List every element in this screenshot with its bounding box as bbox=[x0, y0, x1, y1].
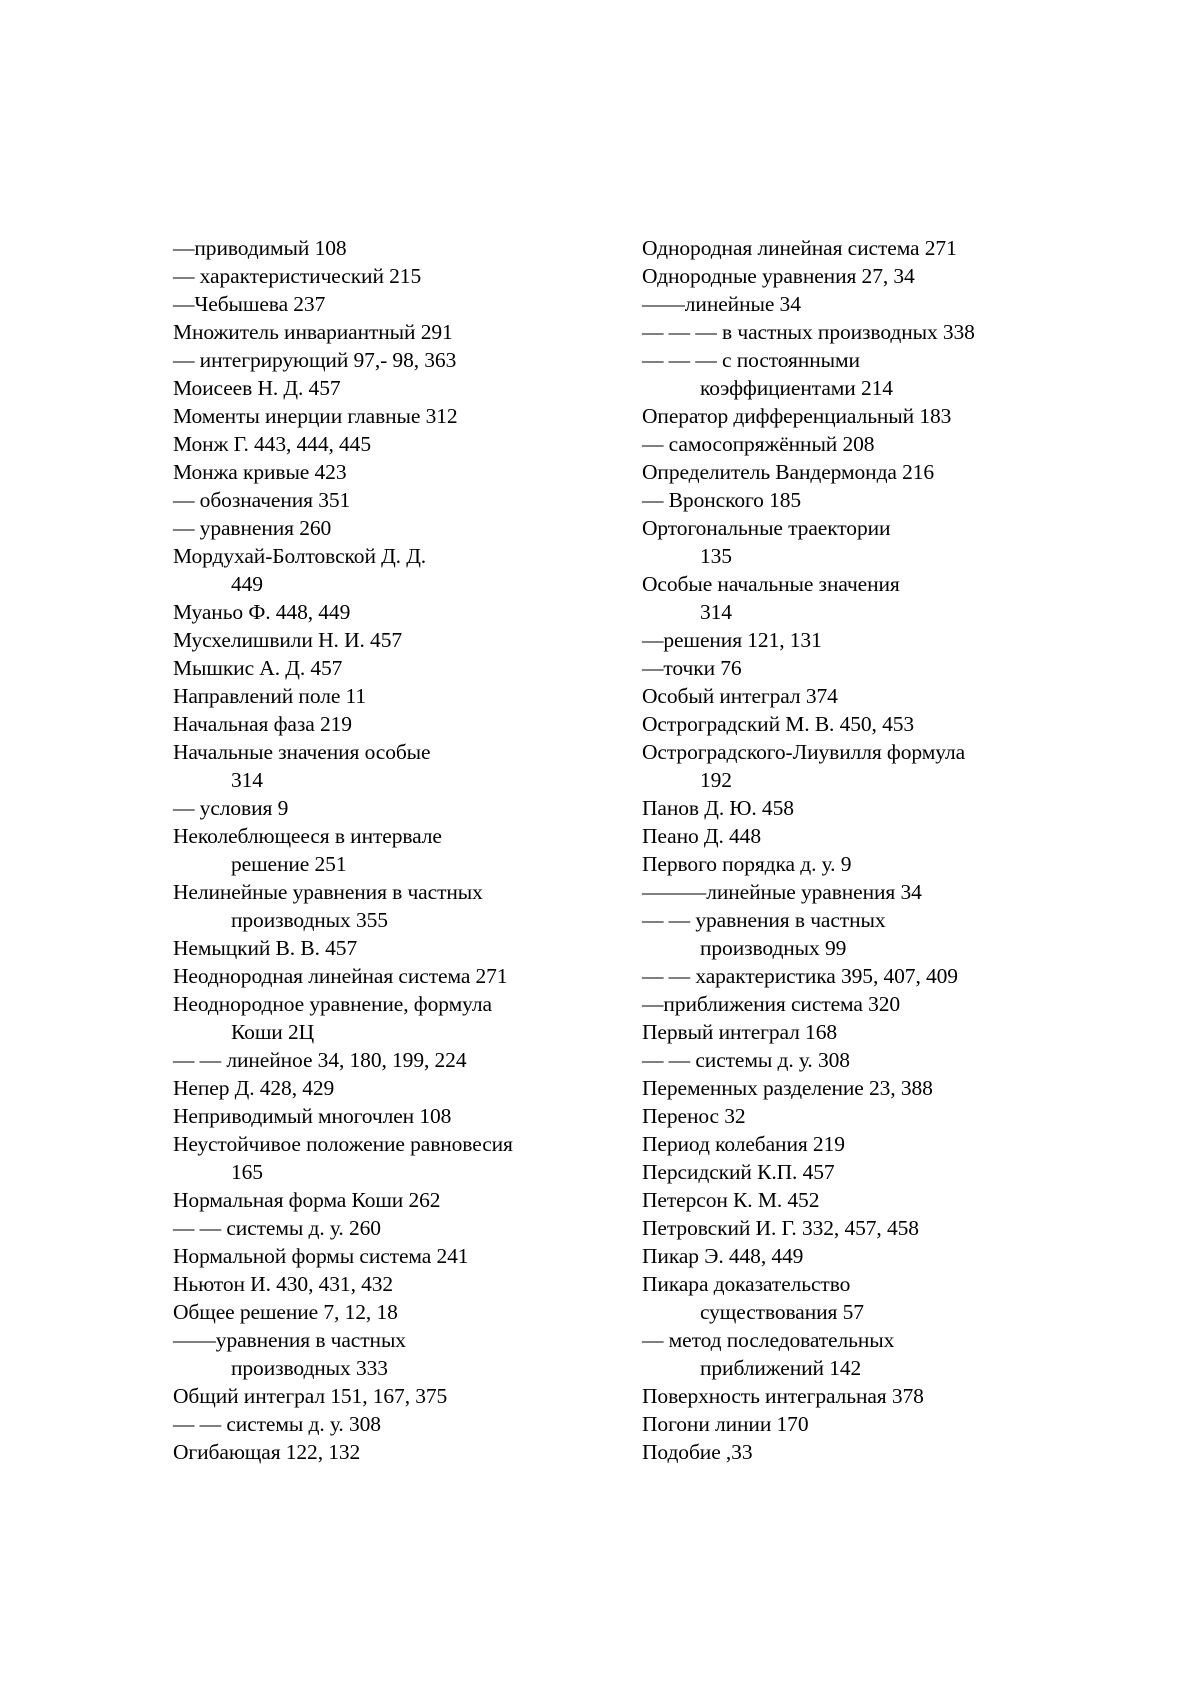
index-entry: —Чебышева 237 bbox=[173, 292, 326, 316]
index-entry-continuation: 165 bbox=[231, 1160, 263, 1184]
index-entry: Ортогональные траектории bbox=[642, 516, 891, 540]
index-entry: —приближения система 320 bbox=[642, 992, 901, 1016]
index-entry: Нелинейные уравнения в частных bbox=[173, 880, 483, 904]
index-entry: Моменты инерции главные 312 bbox=[173, 404, 458, 428]
index-entry: Множитель инвариантный 291 bbox=[173, 320, 453, 344]
index-entry: Пикара доказательство bbox=[642, 1272, 851, 1296]
index-entry: Определитель Вандермонда 216 bbox=[642, 460, 935, 484]
index-entry: Пикар Э. 448, 449 bbox=[642, 1244, 804, 1268]
index-entry: Особый интеграл 374 bbox=[642, 684, 838, 708]
index-entry: — — системы д. у. 308 bbox=[173, 1412, 381, 1436]
index-entry: — — системы д. у. 260 bbox=[173, 1216, 381, 1240]
index-entry-continuation: 314 bbox=[231, 768, 263, 792]
index-entry: Поверхность интегральная 378 bbox=[642, 1384, 924, 1408]
index-entry: Огибающая 122, 132 bbox=[173, 1440, 361, 1464]
index-entry: Однородная линейная система 271 bbox=[642, 236, 957, 260]
index-entry: Панов Д. Ю. 458 bbox=[642, 796, 794, 820]
index-entry: —решения 121, 131 bbox=[642, 628, 822, 652]
index-entry: Петерсон К. М. 452 bbox=[642, 1188, 820, 1212]
index-entry: Общее решение 7, 12, 18 bbox=[173, 1300, 398, 1324]
index-entry: Персидский К.П. 457 bbox=[642, 1160, 835, 1184]
index-entry-continuation: решение 251 bbox=[231, 852, 347, 876]
index-entry: Неустойчивое положение равновесия bbox=[173, 1132, 513, 1156]
index-entry: Общий интеграл 151, 167, 375 bbox=[173, 1384, 448, 1408]
index-column-right bbox=[642, 234, 1042, 1466]
index-entry: — обозначения 351 bbox=[173, 488, 351, 512]
index-entry: Начальная фаза 219 bbox=[173, 712, 352, 736]
index-entry: — — — с постоянными bbox=[642, 348, 860, 372]
index-entry: —приводимый 108 bbox=[173, 236, 347, 260]
index-entry: Начальные значения особые bbox=[173, 740, 431, 764]
index-entry-continuation: приближений 142 bbox=[700, 1356, 862, 1380]
index-entry: Монж Г. 443, 444, 445 bbox=[173, 432, 371, 456]
index-entry-continuation: 449 bbox=[231, 572, 263, 596]
index-entry: — — линейное 34, 180, 199, 224 bbox=[173, 1048, 467, 1072]
index-entry: Монжа кривые 423 bbox=[173, 460, 347, 484]
index-entry: Муаньо Ф. 448, 449 bbox=[173, 600, 351, 624]
index-entry-continuation: коэффициентами 214 bbox=[700, 376, 893, 400]
index-entry: — условия 9 bbox=[173, 796, 289, 820]
index-entry: — — — в частных производных 338 bbox=[642, 320, 975, 344]
index-entry: Остроградский М. В. 450, 453 bbox=[642, 712, 915, 736]
index-entry: Мышкис А. Д. 457 bbox=[173, 656, 343, 680]
index-entry: Непер Д. 428, 429 bbox=[173, 1076, 335, 1100]
index-entry: Неоднородное уравнение, формула bbox=[173, 992, 492, 1016]
index-entry-continuation: производных 355 bbox=[231, 908, 388, 932]
index-entry: Переменных разделение 23, 388 bbox=[642, 1076, 933, 1100]
index-entry: — уравнения 260 bbox=[173, 516, 332, 540]
index-entry: — — уравнения в частных bbox=[642, 908, 886, 932]
index-entry: Моисеев Н. Д. 457 bbox=[173, 376, 341, 400]
index-entry: Неколеблющееся в интервале bbox=[173, 824, 442, 848]
index-entry: Направлений поле 11 bbox=[173, 684, 367, 708]
index-entry: — метод последовательных bbox=[642, 1328, 895, 1352]
index-entry: Неоднородная линейная система 271 bbox=[173, 964, 508, 988]
index-entry: Пеано Д. 448 bbox=[642, 824, 761, 848]
index-entry: ——линейные 34 bbox=[642, 292, 801, 316]
index-entry: Мусхелишвили Н. И. 457 bbox=[173, 628, 403, 652]
index-entry: ———линейные уравнения 34 bbox=[642, 880, 922, 904]
index-entry: Погони линии 170 bbox=[642, 1412, 809, 1436]
index-entry: — — характеристика 395, 407, 409 bbox=[642, 964, 958, 988]
index-entry: Нормальная форма Коши 262 bbox=[173, 1188, 441, 1212]
index-entry: Оператор дифференциальный 183 bbox=[642, 404, 952, 428]
index-entry-continuation: 135 bbox=[700, 544, 732, 568]
index-entry: Первого порядка д. у. 9 bbox=[642, 852, 852, 876]
index-entry: Однородные уравнения 27, 34 bbox=[642, 264, 915, 288]
index-entry: ——уравнения в частных bbox=[173, 1328, 406, 1352]
index-entry: — самосопряжённый 208 bbox=[642, 432, 875, 456]
index-entry: — характеристический 215 bbox=[173, 264, 422, 288]
index-entry: — — системы д. у. 308 bbox=[642, 1048, 850, 1072]
index-entry: — Вронского 185 bbox=[642, 488, 802, 512]
index-entry: Нормальной формы система 241 bbox=[173, 1244, 469, 1268]
index-entry: Ньютон И. 430, 431, 432 bbox=[173, 1272, 394, 1296]
index-entry-continuation: 314 bbox=[700, 600, 732, 624]
index-entry: Мордухай-Болтовской Д. Д. bbox=[173, 544, 427, 568]
index-entry-continuation: производных 333 bbox=[231, 1356, 388, 1380]
index-entry: Период колебания 219 bbox=[642, 1132, 845, 1156]
index-entry: Первый интеграл 168 bbox=[642, 1020, 838, 1044]
index-entry-continuation: производных 99 bbox=[700, 936, 847, 960]
index-entry: Остроградского-Лиувилля формула bbox=[642, 740, 966, 764]
index-entry: Подобие ,33 bbox=[642, 1440, 753, 1464]
index-entry: Петровский И. Г. 332, 457, 458 bbox=[642, 1216, 919, 1240]
index-entry: —точки 76 bbox=[642, 656, 742, 680]
index-entry-continuation: существования 57 bbox=[700, 1300, 864, 1324]
index-entry-continuation: Коши 2Ц bbox=[231, 1020, 315, 1044]
index-entry: Особые начальные значения bbox=[642, 572, 900, 596]
index-entry: — интегрирующий 97,- 98, 363 bbox=[173, 348, 457, 372]
index-entry-continuation: 192 bbox=[700, 768, 732, 792]
index-entry: Немыцкий В. В. 457 bbox=[173, 936, 358, 960]
index-column-left bbox=[173, 234, 593, 1466]
index-entry: Перенос 32 bbox=[642, 1104, 746, 1128]
index-entry: Неприводимый многочлен 108 bbox=[173, 1104, 452, 1128]
